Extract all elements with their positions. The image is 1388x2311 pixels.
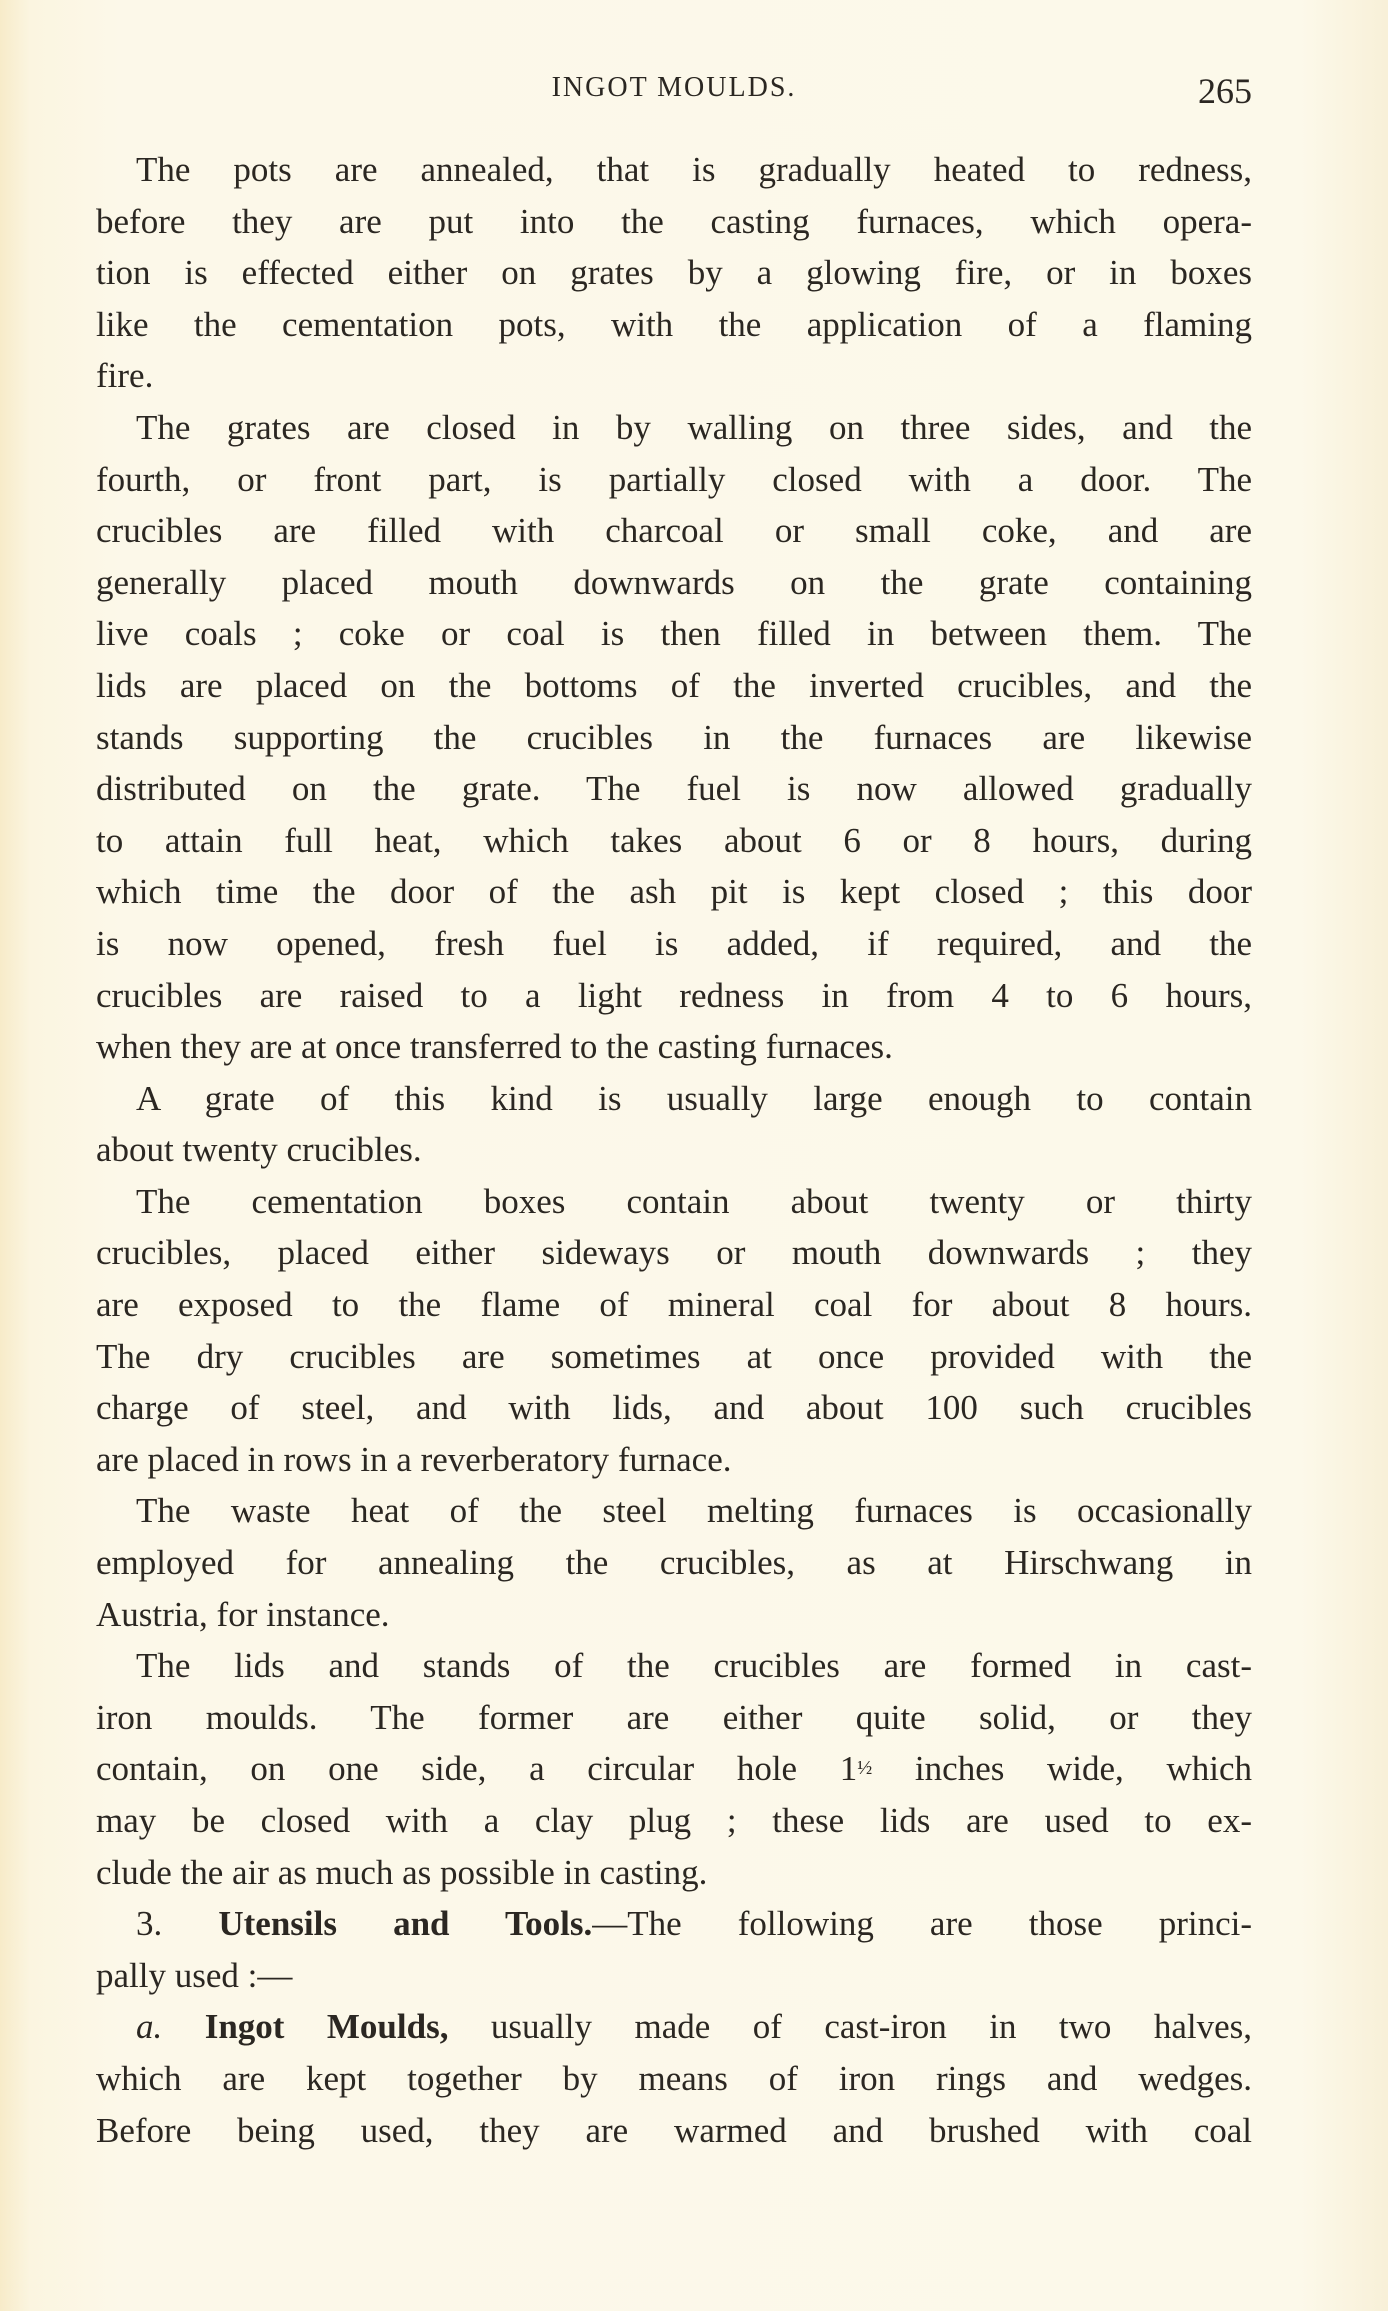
- item-letter: a.: [136, 2007, 163, 2047]
- text-line-with-fraction: [96, 1743, 1252, 1795]
- item-heading-line: [96, 2001, 1252, 2053]
- text-segment: —The following are those princi-: [592, 1904, 1253, 1944]
- text-line: A grate of this kind is usually large enough to contain: [136, 1078, 1252, 1118]
- text-line: The pots are annealed, that is gradually heated to redness,: [136, 150, 1252, 189]
- section-heading-line: [96, 1898, 1252, 1950]
- text-line: before they are put into the casting furnaces, which opera-: [96, 201, 1252, 241]
- paragraph-lids-and-stands: [96, 1640, 1252, 1898]
- item-ingot-moulds: [96, 2001, 1252, 2156]
- text-line: Before being used, they are warmed and brushed with coal: [96, 2110, 1252, 2150]
- page-header: [96, 70, 1252, 110]
- text-line: generally placed mouth downwards on the grate containing: [96, 562, 1252, 602]
- text-line: The cementation boxes contain about twenty or thirty: [136, 1181, 1252, 1221]
- text-line: are placed in rows in a reverberatory furnace.: [96, 1439, 732, 1479]
- text-line: The lids and stands of the crucibles are formed in cast-: [136, 1646, 1252, 1686]
- text-line: which are kept together by means of iron rings and wedges.: [96, 2058, 1252, 2098]
- text-line: is now opened, fresh fuel is added, if required, and the: [96, 923, 1252, 963]
- text-line: crucibles, placed either sideways or mouth downwards ; they: [96, 1233, 1252, 1273]
- text-segment: inches wide, which: [872, 1749, 1253, 1789]
- paragraph-waste-heat: [96, 1485, 1252, 1640]
- text-line: The waste heat of the steel melting furnaces is occasionally: [136, 1491, 1252, 1531]
- text-line: lids are placed on the bottoms of the inverted crucibles, and the: [96, 665, 1252, 705]
- text-line: iron moulds. The former are either quite solid, or they: [96, 1697, 1252, 1737]
- page-body: [96, 144, 1252, 2156]
- page-number: 265: [1198, 71, 1252, 111]
- running-title: INGOT MOULDS.: [551, 72, 797, 103]
- paragraph-grate-capacity: [96, 1073, 1252, 1176]
- text-line: stands supporting the crucibles in the furnaces are likewise: [96, 717, 1252, 757]
- text-segment: usually made of cast-iron in two halves,: [448, 2007, 1253, 2047]
- text-line: clude the air as much as possible in casting.: [96, 1852, 708, 1892]
- text-line: crucibles are raised to a light redness in from 4 to 6 hours,: [96, 975, 1252, 1015]
- fraction-one-half: ½: [857, 1757, 873, 1780]
- text-line: Austria, for instance.: [96, 1594, 390, 1634]
- text-line: tion is effected either on grates by a glowing fire, or in boxes: [96, 253, 1252, 293]
- text-line: fourth, or front part, is partially closed with a door. The: [96, 459, 1252, 499]
- section-number: 3.: [136, 1904, 163, 1944]
- text-line: like the cementation pots, with the application of a flaming: [96, 304, 1252, 344]
- text-line: crucibles are filled with charcoal or small coke, and are: [96, 511, 1252, 551]
- text-line: are exposed to the flame of mineral coal for about 8 hours.: [96, 1285, 1252, 1325]
- section-utensils-and-tools: [96, 1898, 1252, 2001]
- text-line: The dry crucibles are sometimes at once provided with the: [96, 1336, 1252, 1376]
- text-line: may be closed with a clay plug ; these lids are used to ex-: [96, 1801, 1252, 1840]
- text-line: when they are at once transferred to the casting furnaces.: [96, 1027, 893, 1067]
- text-line: about twenty crucibles.: [96, 1130, 422, 1170]
- text-line: The grates are closed in by walling on three sides, and the: [136, 407, 1252, 447]
- section-title: Utensils and Tools.: [218, 1904, 593, 1944]
- text-line: which time the door of the ash pit is kept closed ; this door: [96, 872, 1252, 912]
- text-line: to attain full heat, which takes about 6 or 8 hours, during: [96, 820, 1252, 860]
- text-segment: contain, on one side, a circular hole 1: [96, 1749, 858, 1789]
- text-line: charge of steel, and with lids, and about 100 such crucibles: [96, 1388, 1252, 1428]
- paragraph-annealing: [96, 144, 1252, 402]
- text-line: live coals ; coke or coal is then filled in between them. The: [96, 614, 1252, 654]
- text-line: distributed on the grate. The fuel is now allowed gradually: [96, 769, 1252, 809]
- text-line: pally used :—: [96, 1955, 293, 1995]
- item-title: Ingot Moulds,: [204, 2007, 449, 2047]
- text-line: fire.: [96, 356, 154, 396]
- paragraph-cementation-boxes: [96, 1176, 1252, 1486]
- text-line: employed for annealing the crucibles, as at Hirschwang in: [96, 1543, 1252, 1583]
- paragraph-grates: [96, 402, 1252, 1073]
